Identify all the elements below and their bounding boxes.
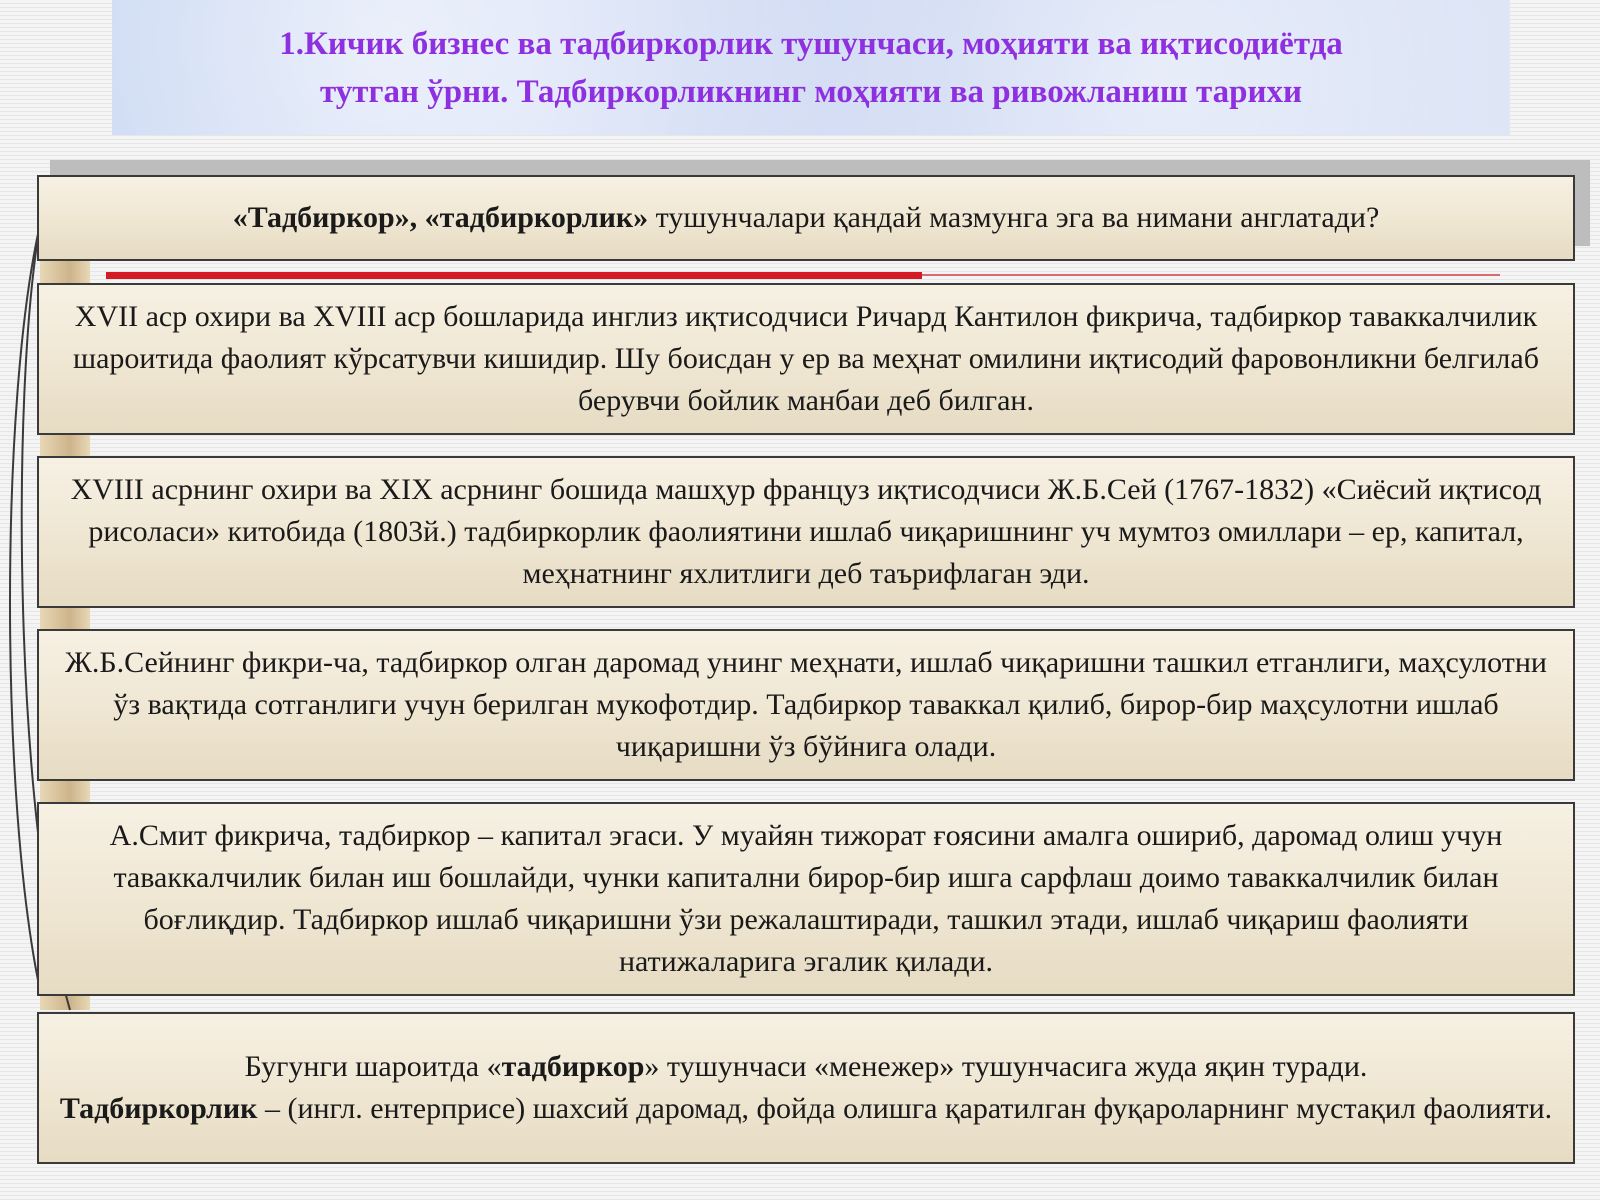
block-text: Ж.Б.Сейнинг фикри-ча, тадбиркор олган даромад унинг меҳнати, ишлаб чиқаришни ташкил етганлиги, маҳсулотни ўз вақтида сотганлиги учун берилган мукофотдир. Тадбиркор таваккал қилиб, бирор-бир маҳсулотни ишлаб чиқаришни ўз бўйнига олади. [65,646,1547,763]
red-divider [106,272,922,279]
block-text: XVII аср охири ва XVIII аср бошларида инглиз иқтисодчиси Ричард Кантилон фикрича, тадбиркор таваккалчилик шароитида фаолият кўрсатувчи кишидир. Шу боисдан у ер ва меҳнат омилини иқтисодий фаровонликни белгилаб берувчи бойлик манбаи деб билган. [73,300,1539,417]
question-bold: «Тадбиркор», «тадбиркорлик» [232,201,649,234]
block-text: XVIII асрнинг охири ва XIX асрнинг бошида машҳур француз иқтисодчиси Ж.Б.Сей (1767-1832) «Сиёсий иқтисод рисоласи» китобида (1803й.) тадбиркорлик фаолиятини ишлаб чиқаришнинг уч мумтоз омиллари – ер, капитал, меҳнатнинг яхлитлиги деб таърифлаган эди. [70,473,1542,590]
def2-post: – (ингл. ентерприсе) шахсий даромад, фойда олишга қаратилган фуқароларнинг мустақил фаолияти. [257,1092,1553,1125]
question-text [233,197,1380,239]
def-post: » тушунчаси «менежер» тушунчасига жуда яқин туради. [644,1050,1368,1083]
title-banner [112,0,1510,135]
slide-title [151,20,1471,116]
definition-box [37,1012,1575,1164]
def-pre: Бугунги шароитда « [244,1050,502,1083]
thin-divider [922,274,1500,276]
say-opinion-box [37,629,1575,781]
question-box [37,175,1575,261]
title-line-1: 1.Кичик бизнес ва тадбиркорлик тушунчаси, моҳияти ва иқтисодиётда [279,25,1343,62]
question-rest: тушунчалари қандай мазмунга эга ва нимани англатади? [648,201,1380,234]
cantillon-box [37,283,1575,435]
block-text: А.Смит фикрича, тадбиркор – капитал эгаси. У муайян тижорат ғоясини амалга ошириб, даромад олиш учун таваккалчилик билан иш бошлайди, чунки капитални бирор-бир ишга сарфлаш доимо таваккалчилик билан боғлиқдир. Тадбиркор ишлаб чиқаришни ўзи режалаштиради, ташкил этади, ишлаб чиқариш фаолияти натижаларига эгалик қилади. [109,819,1503,978]
title-line-2: тутган ўрни. Тадбиркорликнинг моҳияти ва ривожланиш тарихи [320,73,1302,110]
def2-bold-term: Тадбиркорлик [59,1092,258,1125]
smith-box [37,802,1575,996]
def-bold-term: тадбиркор [501,1050,645,1083]
say-box [37,456,1575,608]
definition-text [60,1046,1552,1130]
